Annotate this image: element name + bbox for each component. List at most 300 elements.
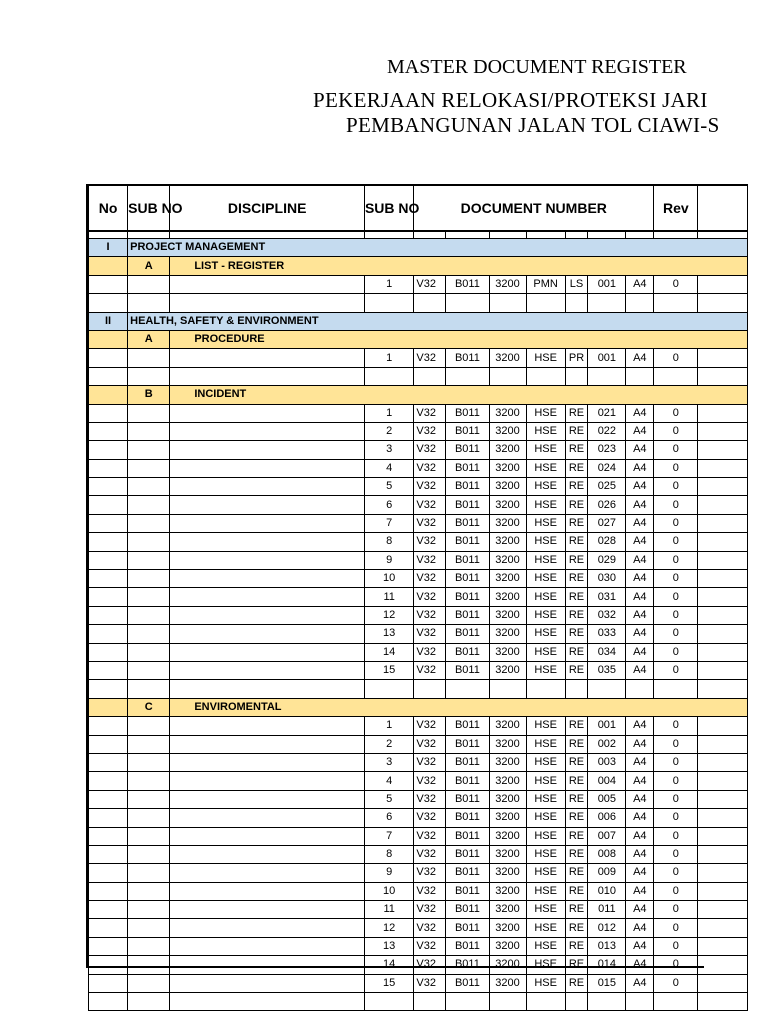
empty-cell [170,349,365,367]
unit-code: 3200 [489,974,526,992]
empty-cell [170,956,365,974]
revision: 0 [654,404,698,422]
paper-size: A4 [626,643,654,661]
document-row [89,422,748,440]
unit-code: 3200 [489,882,526,900]
subsection-name: PROCEDURE [170,330,748,348]
document-row [89,570,748,588]
empty-cell [170,294,365,312]
empty-cell [489,993,526,1011]
empty-cell [698,441,748,459]
empty-cell [698,459,748,477]
sequence-number: 024 [588,459,626,477]
discipline-code: HSE [526,349,565,367]
empty-cell [89,827,128,845]
empty-cell [170,643,365,661]
empty-cell [698,514,748,532]
doc-type: RE [565,422,588,440]
sequence-number: 032 [588,606,626,624]
revision: 0 [654,496,698,514]
discipline-code: HSE [526,809,565,827]
document-row [89,809,748,827]
sequence-number: 013 [588,937,626,955]
item-number: 3 [364,753,413,771]
empty-cell [128,441,170,459]
empty-cell [170,514,365,532]
paper-size: A4 [626,901,654,919]
item-number: 9 [364,551,413,569]
empty-cell [170,661,365,679]
sequence-number: 010 [588,882,626,900]
document-title: MASTER DOCUMENT REGISTER [387,56,687,78]
sequence-number: 009 [588,864,626,882]
document-row [89,404,748,422]
empty-cell [170,441,365,459]
empty-cell [89,459,128,477]
item-number: 7 [364,514,413,532]
sequence-number: 008 [588,845,626,863]
empty-cell [128,993,170,1011]
empty-cell [170,404,365,422]
empty-row [89,231,748,239]
subsection-row [89,698,748,716]
empty-cell [654,680,698,698]
item-number: 6 [364,809,413,827]
doc-type: RE [565,772,588,790]
sequence-number: 023 [588,441,626,459]
empty-cell [170,845,365,863]
doc-type: RE [565,514,588,532]
empty-cell [489,231,526,239]
register-table [88,184,748,1011]
empty-cell [89,588,128,606]
revision: 0 [654,533,698,551]
document-row [89,882,748,900]
document-row [89,349,748,367]
area-code: B011 [446,404,489,422]
section-number: I [89,239,128,257]
empty-cell [626,231,654,239]
revision: 0 [654,551,698,569]
unit-code: 3200 [489,551,526,569]
revision: 0 [654,772,698,790]
empty-cell [698,625,748,643]
empty-cell [89,625,128,643]
empty-cell [170,993,365,1011]
unit-code: 3200 [489,588,526,606]
empty-cell [698,606,748,624]
empty-cell [698,809,748,827]
empty-cell [446,294,489,312]
discipline-code: HSE [526,864,565,882]
discipline-code: HSE [526,882,565,900]
empty-cell [128,680,170,698]
empty-cell [170,974,365,992]
revision: 0 [654,790,698,808]
empty-cell [128,974,170,992]
empty-cell [170,588,365,606]
empty-cell [526,680,565,698]
empty-cell [128,882,170,900]
empty-cell [170,478,365,496]
document-row [89,514,748,532]
empty-cell [588,367,626,385]
area-code: B011 [446,772,489,790]
doc-type: RE [565,717,588,735]
header-sub-no: SUB NO [128,185,170,231]
doc-type: RE [565,956,588,974]
empty-cell [698,753,748,771]
item-number: 15 [364,661,413,679]
revision: 0 [654,864,698,882]
revision: 0 [654,606,698,624]
empty-cell [170,901,365,919]
project-code: V32 [414,864,446,882]
unit-code: 3200 [489,901,526,919]
revision: 0 [654,827,698,845]
header-rev: Rev [654,185,698,231]
empty-cell [414,231,446,239]
empty-cell [698,882,748,900]
empty-cell [128,919,170,937]
discipline-code: HSE [526,514,565,532]
empty-cell [128,422,170,440]
item-number: 7 [364,827,413,845]
project-code: V32 [414,845,446,863]
document-row [89,496,748,514]
empty-cell [89,680,128,698]
document-row [89,533,748,551]
empty-cell [89,570,128,588]
sequence-number: 035 [588,661,626,679]
area-code: B011 [446,845,489,863]
empty-cell [698,919,748,937]
paper-size: A4 [626,864,654,882]
header-document-number: DOCUMENT NUMBER [414,185,654,231]
doc-type: RE [565,441,588,459]
empty-cell [170,422,365,440]
empty-cell [128,937,170,955]
project-code: V32 [414,404,446,422]
paper-size: A4 [626,588,654,606]
empty-cell [89,606,128,624]
empty-cell [698,661,748,679]
empty-cell [588,993,626,1011]
empty-cell [446,231,489,239]
project-code: V32 [414,459,446,477]
sequence-number: 005 [588,790,626,808]
empty-row [89,680,748,698]
unit-code: 3200 [489,772,526,790]
empty-cell [565,294,588,312]
empty-cell [565,993,588,1011]
project-code: V32 [414,625,446,643]
empty-cell [89,698,128,716]
empty-cell [128,275,170,293]
empty-cell [170,827,365,845]
empty-cell [89,275,128,293]
empty-cell [588,680,626,698]
paper-size: A4 [626,404,654,422]
unit-code: 3200 [489,956,526,974]
document-row [89,551,748,569]
empty-cell [698,496,748,514]
document-row [89,478,748,496]
doc-type: RE [565,845,588,863]
empty-cell [89,478,128,496]
item-number: 12 [364,919,413,937]
revision: 0 [654,459,698,477]
empty-cell [128,956,170,974]
header-no: No [89,185,128,231]
empty-cell [170,772,365,790]
area-code: B011 [446,496,489,514]
discipline-code: HSE [526,404,565,422]
empty-cell [698,901,748,919]
empty-cell [698,570,748,588]
unit-code: 3200 [489,919,526,937]
area-code: B011 [446,974,489,992]
area-code: B011 [446,956,489,974]
empty-cell [89,882,128,900]
document-row [89,625,748,643]
area-code: B011 [446,551,489,569]
subsection-code: A [128,330,170,348]
sequence-number: 027 [588,514,626,532]
doc-type: RE [565,496,588,514]
discipline-code: HSE [526,974,565,992]
empty-cell [128,753,170,771]
discipline-code: HSE [526,459,565,477]
project-code: V32 [414,790,446,808]
empty-cell [698,680,748,698]
empty-cell [489,680,526,698]
item-number: 4 [364,772,413,790]
area-code: B011 [446,790,489,808]
empty-cell [128,533,170,551]
discipline-code: HSE [526,606,565,624]
empty-cell [414,367,446,385]
discipline-code: HSE [526,661,565,679]
discipline-code: HSE [526,496,565,514]
empty-cell [364,231,413,239]
empty-cell [170,606,365,624]
discipline-code: HSE [526,845,565,863]
unit-code: 3200 [489,625,526,643]
project-code: V32 [414,422,446,440]
empty-cell [170,231,365,239]
discipline-code: HSE [526,533,565,551]
empty-cell [128,827,170,845]
item-number: 2 [364,422,413,440]
empty-cell [446,680,489,698]
area-code: B011 [446,441,489,459]
subsection-code: A [128,257,170,275]
unit-code: 3200 [489,496,526,514]
empty-cell [128,478,170,496]
paper-size: A4 [626,606,654,624]
project-code: V32 [414,974,446,992]
sequence-number: 030 [588,570,626,588]
item-number: 14 [364,956,413,974]
revision: 0 [654,735,698,753]
doc-type: RE [565,827,588,845]
empty-cell [446,993,489,1011]
document-row [89,864,748,882]
doc-type: RE [565,478,588,496]
empty-cell [654,993,698,1011]
doc-type: RE [565,551,588,569]
discipline-code: HSE [526,643,565,661]
doc-type: RE [565,533,588,551]
project-code: V32 [414,919,446,937]
doc-type: RE [565,937,588,955]
subsection-name: LIST - REGISTER [170,257,748,275]
unit-code: 3200 [489,349,526,367]
unit-code: 3200 [489,643,526,661]
item-number: 6 [364,496,413,514]
item-number: 1 [364,275,413,293]
paper-size: A4 [626,956,654,974]
empty-cell [128,514,170,532]
sequence-number: 029 [588,551,626,569]
area-code: B011 [446,275,489,293]
document-row [89,717,748,735]
unit-code: 3200 [489,845,526,863]
empty-cell [626,680,654,698]
discipline-code: HSE [526,441,565,459]
paper-size: A4 [626,882,654,900]
doc-type: RE [565,901,588,919]
empty-cell [128,864,170,882]
unit-code: 3200 [489,570,526,588]
empty-cell [698,588,748,606]
empty-cell [170,809,365,827]
doc-type: RE [565,882,588,900]
empty-cell [526,993,565,1011]
paper-size: A4 [626,570,654,588]
project-code: V32 [414,496,446,514]
item-number: 12 [364,606,413,624]
empty-cell [698,717,748,735]
project-code: V32 [414,956,446,974]
sequence-number: 022 [588,422,626,440]
document-row [89,606,748,624]
paper-size: A4 [626,478,654,496]
discipline-code: HSE [526,827,565,845]
sequence-number: 015 [588,974,626,992]
document-row [89,974,748,992]
paper-size: A4 [626,717,654,735]
empty-cell [89,772,128,790]
empty-cell [698,974,748,992]
empty-cell [588,294,626,312]
empty-cell [170,937,365,955]
empty-cell [565,367,588,385]
item-number: 13 [364,937,413,955]
unit-code: 3200 [489,441,526,459]
item-number: 9 [364,864,413,882]
project-code: V32 [414,570,446,588]
empty-cell [170,717,365,735]
unit-code: 3200 [489,459,526,477]
sequence-number: 006 [588,809,626,827]
area-code: B011 [446,570,489,588]
project-title-line-1: PEKERJAAN RELOKASI/PROTEKSI JARI [313,88,708,112]
empty-cell [128,294,170,312]
unit-code: 3200 [489,478,526,496]
sequence-number: 034 [588,643,626,661]
empty-cell [89,919,128,937]
empty-cell [364,294,413,312]
paper-size: A4 [626,790,654,808]
sequence-number: 012 [588,919,626,937]
area-code: B011 [446,625,489,643]
empty-cell [698,367,748,385]
section-row [89,239,748,257]
paper-size: A4 [626,974,654,992]
empty-cell [128,349,170,367]
paper-size: A4 [626,625,654,643]
doc-type: RE [565,570,588,588]
title-block [0,0,768,170]
unit-code: 3200 [489,864,526,882]
paper-size: A4 [626,919,654,937]
unit-code: 3200 [489,827,526,845]
revision: 0 [654,570,698,588]
empty-cell [364,993,413,1011]
empty-cell [89,441,128,459]
header-sub-no-2: SUB NO [364,185,413,231]
empty-cell [128,404,170,422]
empty-cell [89,404,128,422]
project-code: V32 [414,551,446,569]
discipline-code: HSE [526,753,565,771]
sequence-number: 021 [588,404,626,422]
doc-type: RE [565,735,588,753]
discipline-code: HSE [526,772,565,790]
empty-cell [698,845,748,863]
sequence-number: 003 [588,753,626,771]
empty-cell [698,533,748,551]
doc-type: RE [565,974,588,992]
empty-cell [170,680,365,698]
section-name: PROJECT MANAGEMENT [128,239,748,257]
empty-cell [489,294,526,312]
sequence-number: 028 [588,533,626,551]
empty-cell [654,294,698,312]
unit-code: 3200 [489,422,526,440]
project-code: V32 [414,937,446,955]
project-code: V32 [414,478,446,496]
empty-cell [89,956,128,974]
project-code: V32 [414,809,446,827]
subsection-row [89,257,748,275]
empty-cell [626,993,654,1011]
document-row [89,919,748,937]
empty-row [89,294,748,312]
empty-cell [128,231,170,239]
section-name: HEALTH, SAFETY & ENVIRONMENT [128,312,748,330]
empty-cell [698,790,748,808]
empty-cell [128,496,170,514]
empty-cell [626,367,654,385]
project-code: V32 [414,753,446,771]
sequence-number: 002 [588,735,626,753]
area-code: B011 [446,661,489,679]
project-code: V32 [414,533,446,551]
sequence-number: 001 [588,275,626,293]
